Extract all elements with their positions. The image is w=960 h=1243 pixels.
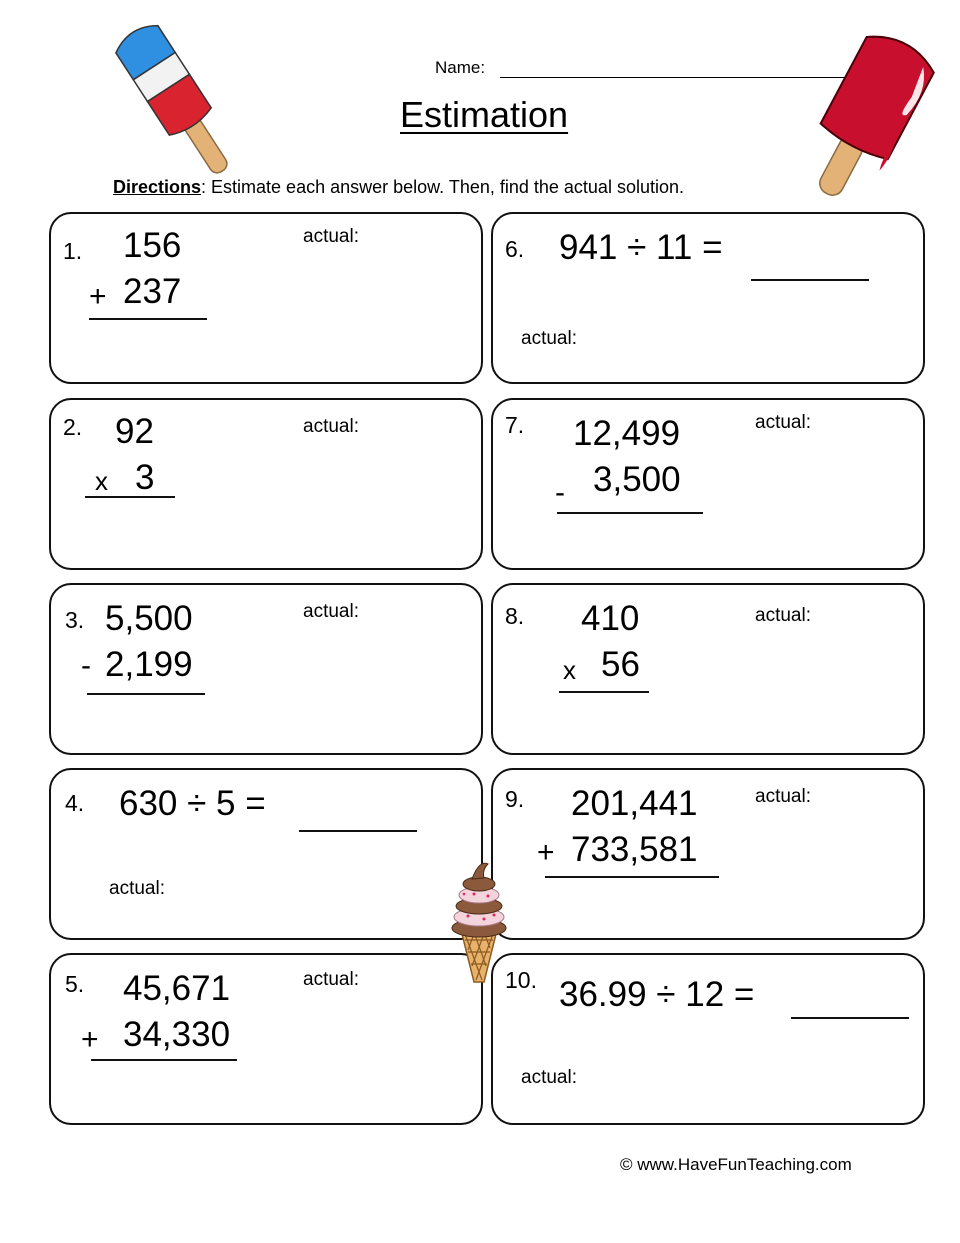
problem-10-actual-label: actual: [521,1067,577,1088]
problem-1-number: 1. [63,238,83,264]
problem-10-box [491,953,925,1125]
problem-4-number: 4. [65,790,85,816]
problem-4-box [49,768,483,940]
problem-6-expression: 941 ÷ 11 = [559,228,723,267]
problem-5-rule [91,1059,237,1061]
problem-8-box [491,583,925,755]
problem-3-actual-label: actual: [303,601,359,622]
problem-9-number: 9. [505,786,525,812]
problem-7-actual-label: actual: [755,412,811,433]
problem-4-expression: 630 ÷ 5 = [119,784,266,823]
problem-4-answer-line[interactable] [299,830,417,832]
problem-2-bottom: 3 [135,458,155,497]
problem-1-operator: + [89,280,107,313]
problem-1-top: 156 [123,226,182,265]
problem-9-operator: + [537,836,555,869]
problem-2-top: 92 [115,412,154,451]
problem-8-bottom: 56 [601,645,640,684]
problem-7-operator: - [555,476,565,509]
problem-2-actual-label: actual: [303,416,359,437]
problem-9-actual-label: actual: [755,786,811,807]
ice-cream-cone-icon [444,858,514,986]
problem-8-top: 410 [581,599,640,638]
problem-8-operator: x [563,655,576,685]
problem-1-actual-label: actual: [303,226,359,247]
problem-6-answer-line[interactable] [751,279,869,281]
problem-5-bottom: 34,330 [123,1015,231,1054]
problem-8-number: 8. [505,603,525,629]
problem-3-top: 5,500 [105,599,193,638]
problem-7-number: 7. [505,412,525,438]
problem-8-actual-label: actual: [755,605,811,626]
problem-5-box [49,953,483,1125]
problem-7-box [491,398,925,570]
page-title: Estimation [400,94,569,135]
problem-5-operator: + [81,1023,99,1056]
problem-6-number: 6. [505,236,525,262]
problem-3-number: 3. [65,607,85,633]
problem-1-box [49,212,483,384]
problem-1-bottom: 237 [123,272,182,311]
rocket-popsicle-icon [100,18,250,183]
problem-10-answer-line[interactable] [791,1017,909,1019]
problem-1-rule [89,318,207,320]
problem-2-operator: x [95,466,108,496]
problem-10-number: 10. [505,967,537,993]
problem-9-top: 201,441 [571,784,698,823]
problem-3-box [49,583,483,755]
footer-copyright: © www.HaveFunTeaching.com [620,1155,852,1174]
problem-7-rule [557,512,703,514]
red-popsicle-icon [795,30,945,205]
directions-label: Directions [113,177,202,197]
problem-5-top: 45,671 [123,969,231,1008]
problem-9-rule [545,876,719,878]
problem-8-rule [559,691,649,693]
problem-10-expression: 36.99 ÷ 12 = [559,975,755,1014]
problem-9-bottom: 733,581 [571,830,698,869]
problem-2-box [49,398,483,570]
problem-2-rule [85,496,175,498]
problem-4-actual-label: actual: [109,878,165,899]
problem-9-box [491,768,925,940]
name-label: Name: [435,58,486,77]
problem-2-number: 2. [63,414,83,440]
directions-text: : Estimate each answer below. Then, find the actual solution. [201,177,684,197]
problem-5-actual-label: actual: [303,969,359,990]
problem-6-box [491,212,925,384]
problem-3-rule [87,693,205,695]
problem-3-operator: - [81,649,91,682]
problem-7-top: 12,499 [573,414,681,453]
problem-6-actual-label: actual: [521,328,577,349]
problem-7-bottom: 3,500 [593,460,681,499]
name-line[interactable] [500,77,845,78]
problem-3-bottom: 2,199 [105,645,193,684]
problem-5-number: 5. [65,971,85,997]
